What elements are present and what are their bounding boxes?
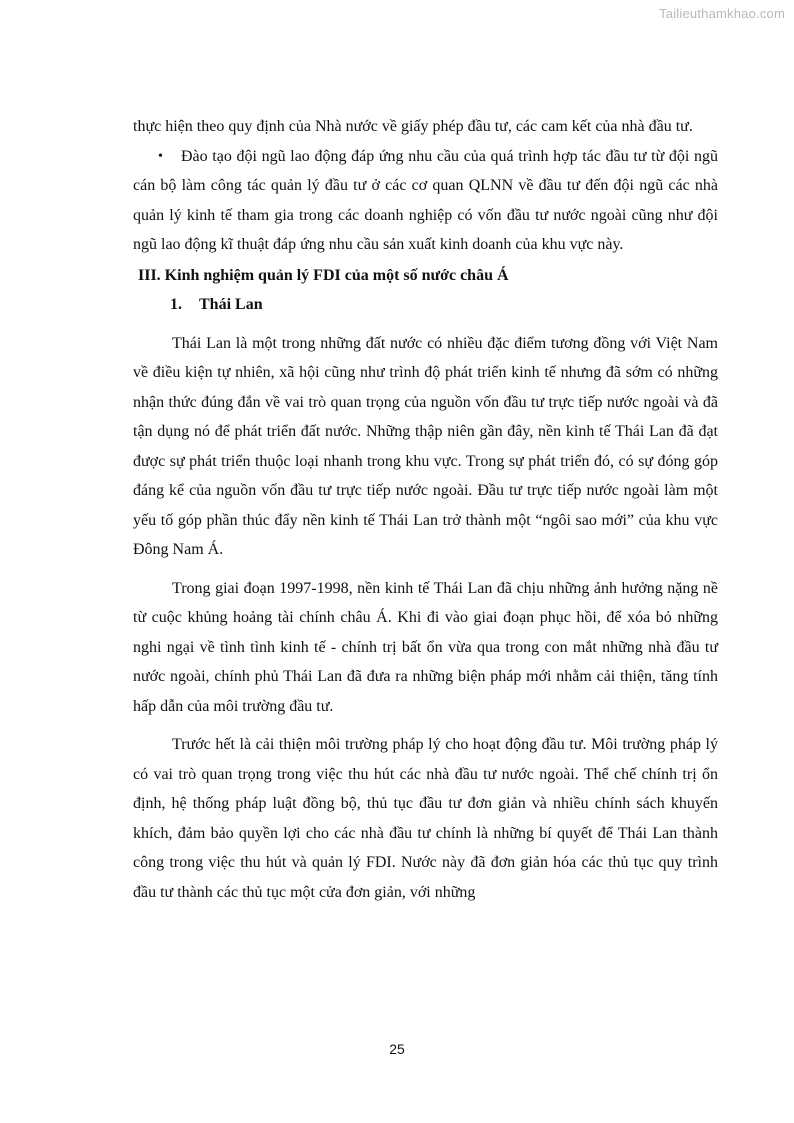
subsection-title: Thái Lan	[199, 296, 263, 313]
page-number: 25	[389, 1041, 405, 1057]
subsection-heading	[133, 290, 718, 320]
bullet-item	[133, 142, 718, 260]
section-heading: III. Kinh nghiệm quản lý FDI của một số nước châu Á	[138, 266, 509, 284]
paragraph-continuation: thực hiện theo quy định của Nhà nước về giấy phép đầu tư, các cam kết của nhà đầu tư.	[133, 118, 693, 135]
bullet-text: Đào tạo đội ngũ lao động đáp ứng nhu cầu của quá trình hợp tác đầu tư từ đội ngũ cán bộ làm công tác quản lý đầu tư ở các cơ quan QLNN về đầu tư đến đội ngũ các nhà quản lý kinh tế tham gia trong các doanh nghiệp có vốn đầu tư nước ngoài cũng như đội ngũ lao động kĩ thuật đáp ứng nhu cầu sản xuất kinh doanh của khu vực này.	[133, 147, 718, 253]
paragraph-thailand-intro: Thái Lan là một trong những đất nước có nhiều đặc điểm tương đồng với Việt Nam về điều kiện tự nhiên, xã hội cũng như trình độ phát triển kinh tế nhưng đã sớm có những nhận thức đúng đắn về vai trò quan trọng của nguồn vốn đầu tư trực tiếp nước ngoài và đã tận dụng nó để phát triển đất nước. Những thập niên gần đây, nền kinh tế Thái Lan đã đạt được sự phát triển thuộc loại nhanh trong khu vực. Trong sự phát triển đó, có sự đóng góp đáng kể của nguồn vốn đầu tư trực tiếp nước ngoài. Đầu tư trực tiếp nước ngoài làm một yếu tố góp phần thúc đẩy nền kinh tế Thái Lan trở thành một “ngôi sao mới” của khu vực Đông Nam Á.	[133, 334, 718, 558]
subsection-number: 1.	[170, 296, 182, 313]
watermark: Tailieuthamkhao.com	[659, 6, 785, 21]
paragraph-legal-environment: Trước hết là cải thiện môi trường pháp lý cho hoạt động đầu tư. Môi trường pháp lý có vai trò quan trọng trong việc thu hút các nhà đầu tư nước ngoài. Thể chế chính trị ổn định, hệ thống pháp luật đồng bộ, thủ tục đầu tư đơn giản và nhiều chính sách khuyến khích, đảm bảo quyền lợi cho các nhà đầu tư chính là những bí quyết để Thái Lan thành công trong việc thu hút và quản lý FDI. Nước này đã đơn giản hóa các thủ tục quy trình đầu tư thành các thủ tục một cửa đơn giản, với những	[133, 736, 718, 901]
bullet-icon: •	[158, 148, 163, 164]
page-content	[133, 112, 718, 907]
paragraph-crisis: Trong giai đoạn 1997-1998, nền kinh tế Thái Lan đã chịu những ảnh hưởng nặng nề từ cuộc khủng hoảng tài chính châu Á. Khi đi vào giai đoạn phục hồi, để xóa bỏ những nghi ngại về tình tình kinh tế - chính trị bất ổn vừa qua trong con mắt những nhà đầu tư nước ngoài, chính phủ Thái Lan đã đưa ra những biện pháp mới nhằm cải thiện, tăng tính hấp dẫn của môi trường đầu tư.	[133, 579, 718, 715]
